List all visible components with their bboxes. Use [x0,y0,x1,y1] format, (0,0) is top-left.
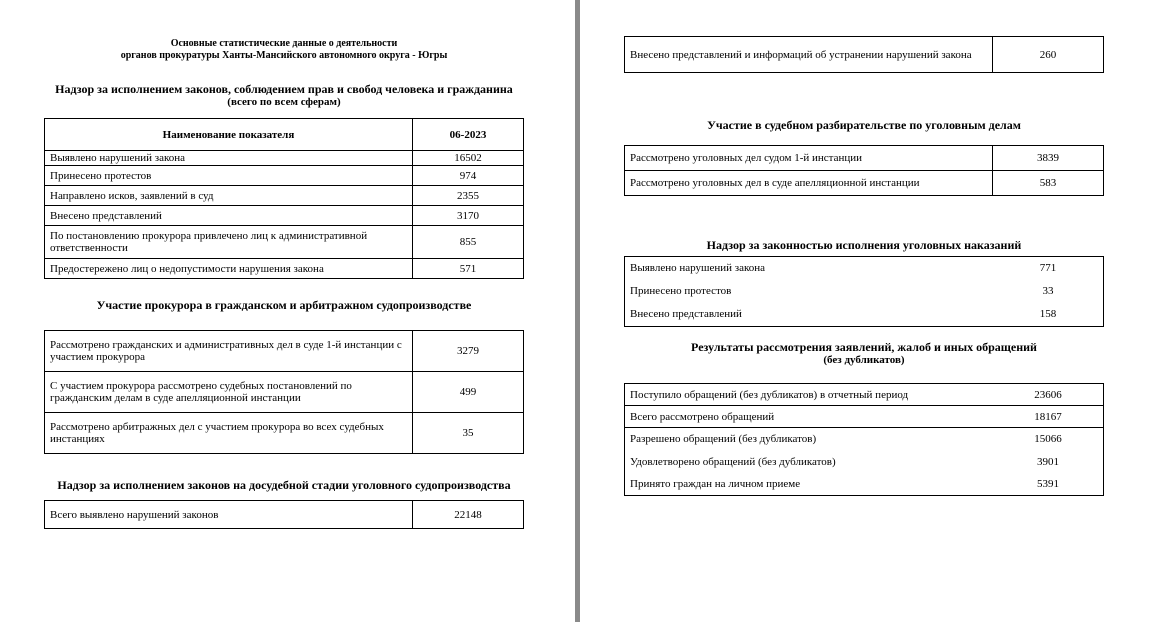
report-header-line-1: Основные статистические данные о деятельности [170,38,398,49]
row-label: Разрешено обращений (без дубликатов) [630,432,817,445]
table-row [45,186,524,206]
row-value: 23606 [993,384,1104,406]
table-row [45,413,524,454]
row-value: 499 [413,372,524,413]
row-label: Внесено представлений и информаций об устранении нарушений закона [625,37,993,73]
row-label: Всего выявлено нарушений законов [45,501,413,529]
table-row [45,151,524,166]
section-subtitle: (всего по всем сферам) [227,96,341,108]
row-label: Внесено представлений [630,308,742,321]
table-row [45,501,524,529]
row-label: Предостережено лиц о недопустимости нарушения закона [45,259,413,279]
section-title: Результаты рассмотрения заявлений, жалоб и иных обращений [691,340,1037,354]
section-subtitle: (без дубликатов) [823,354,905,366]
table-row [45,259,524,279]
row-value: 158 [1039,308,1057,321]
row-label: Принесено протестов [45,166,413,186]
row-label: Принято граждан на личном приеме [630,478,801,491]
row-label: Удовлетворено обращений (без дубликатов) [630,455,836,468]
section-title: Надзор за исполнением законов, соблюдением прав и свобод человека и гражданина [55,82,513,96]
row-value: 16502 [413,151,524,166]
table-row [625,450,1104,474]
row-label: Рассмотрено уголовных дел судом 1-й инстанции [625,146,993,171]
row-label: Внесено представлений [45,206,413,226]
row-value: 974 [413,166,524,186]
appeals-table [624,383,1104,496]
row-value: 583 [993,171,1104,196]
row-label: По постановлению прокурора привлечено лиц к административной ответственности [45,226,413,259]
row-label: Выявлено нарушений закона [630,261,766,274]
table-row [625,279,1104,303]
table-row [45,206,524,226]
civil-table [44,330,524,454]
table-row [625,171,1104,196]
table-row [625,384,1104,406]
criminal-trial-table [624,145,1104,196]
table-row [45,226,524,259]
row-label: Рассмотрено арбитражных дел с участием прокурора во всех судебных инстанциях [45,413,413,454]
supervision-table [44,118,524,279]
pretrial-continued-table [624,36,1104,73]
column-header-name: Наименование показателя [45,119,413,151]
table-row [625,37,1104,73]
section-appeals-heading [624,340,1104,366]
row-label: С участием прокурора рассмотрено судебных постановлений по гражданским делам в суде апелляционной инстанции [45,372,413,413]
row-value: 22148 [413,501,524,529]
section-supervision-heading [44,82,524,108]
row-value: 35 [413,413,524,454]
table-row [45,166,524,186]
column-header-period: 06-2023 [413,119,524,151]
pretrial-table [44,500,524,529]
section-punishment-title: Надзор за законностью исполнения уголовных наказаний [706,238,1022,252]
row-label: Принесено протестов [630,284,732,297]
row-label: Направлено исков, заявлений в суд [45,186,413,206]
right-page [580,0,1150,622]
row-value: 3901 [1037,455,1059,468]
row-value: 15066 [1034,432,1062,445]
table-header-row [45,119,524,151]
report-header [44,38,524,62]
row-value: 771 [1039,261,1057,274]
section-pretrial-title: Надзор за исполнением законов на досудебной стадии уголовного судопроизводства [57,478,511,492]
row-value: 571 [413,259,524,279]
row-value: 3279 [413,331,524,372]
punishment-table [624,256,1104,327]
section-criminal-trial-title: Участие в судебном разбирательстве по уголовным делам [707,118,1021,132]
row-value: 3170 [413,206,524,226]
row-value: 5391 [1037,478,1059,491]
table-row [625,474,1104,496]
row-label: Рассмотрено уголовных дел в суде апелляционной инстанции [625,171,993,196]
row-label: Выявлено нарушений закона [45,151,413,166]
row-value: 260 [993,37,1104,73]
row-label: Всего рассмотрено обращений [625,406,994,428]
table-row [625,257,1104,279]
row-value: 18167 [993,406,1104,428]
row-value: 855 [413,226,524,259]
row-value: 33 [1042,284,1054,297]
table-row [625,146,1104,171]
table-row [625,428,1104,450]
row-value: 3839 [993,146,1104,171]
table-row [625,406,1104,428]
report-header-line-2: органов прокуратуры Ханты-Мансийского автономного округа - Югры [120,50,448,61]
table-row [625,303,1104,327]
row-label: Поступило обращений (без дубликатов) в отчетный период [625,384,994,406]
row-value: 2355 [413,186,524,206]
table-row [45,331,524,372]
row-label: Рассмотрено гражданских и административных дел в суде 1-й инстанции с участием прокурора [45,331,413,372]
section-civil-title: Участие прокурора в гражданском и арбитражном судопроизводстве [96,298,472,312]
table-row [45,372,524,413]
